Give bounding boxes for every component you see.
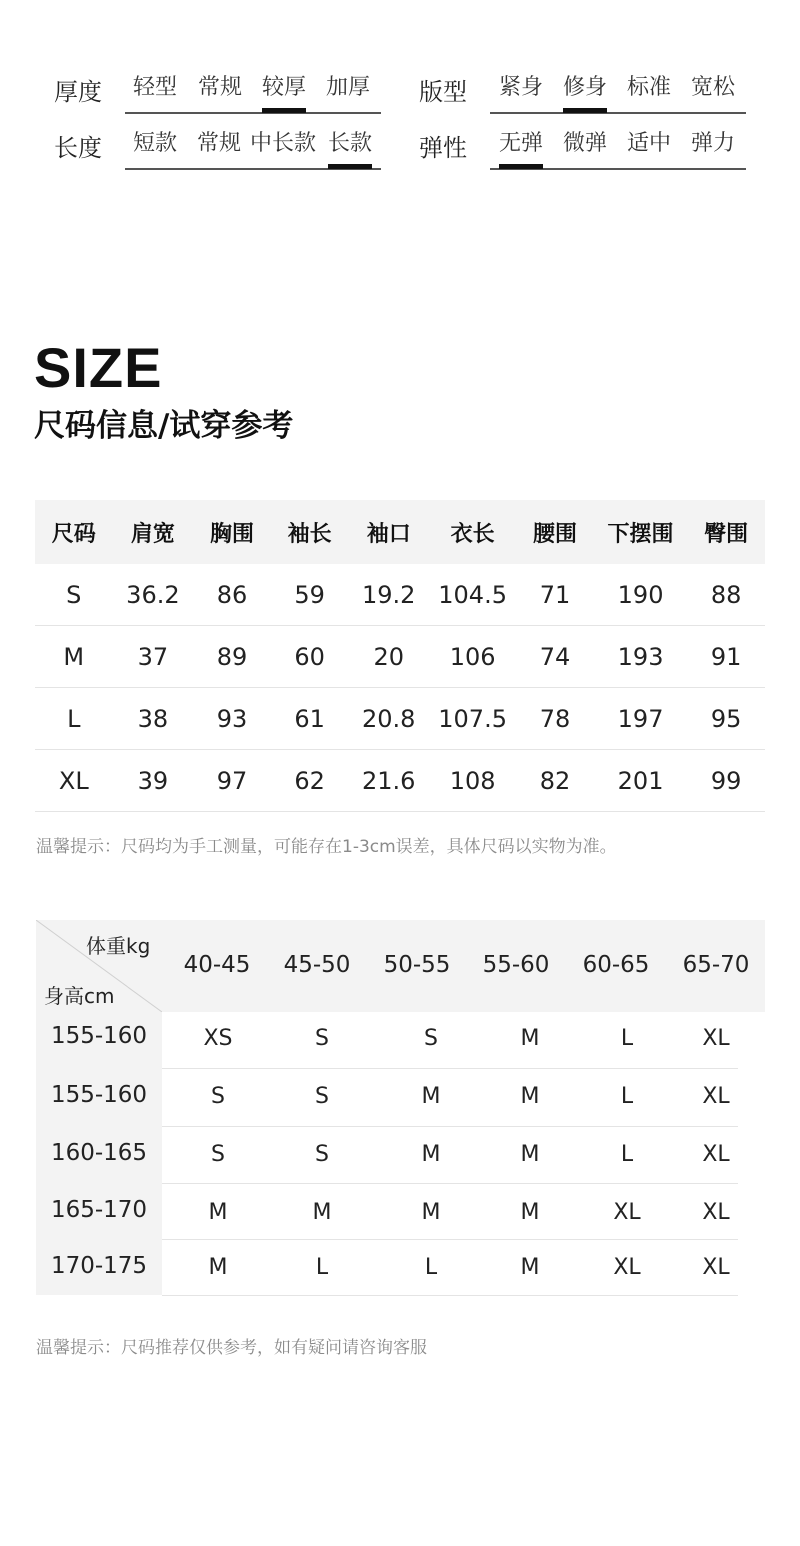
table-cell: 37 [113, 626, 194, 688]
table-cell: 71 [516, 564, 594, 626]
attr-option: 弹力 [691, 131, 736, 156]
attr-option-selected: 修身 [563, 70, 607, 101]
header-cell: 下摆围 [594, 500, 688, 564]
row-divider [162, 1183, 738, 1184]
fit-cell: M [421, 1084, 441, 1109]
table-cell: 89 [193, 626, 271, 688]
size-note: 温馨提示：尺码均为手工测量，可能存在1-3cm误差，具体尺码以实物为准。 [36, 837, 617, 857]
fit-table-corner [36, 920, 162, 1012]
table-cell: 93 [193, 688, 271, 750]
weight-range: 55-60 [482, 952, 550, 978]
fit-cell: M [312, 1200, 332, 1225]
fit-cell: S [315, 1142, 329, 1167]
table-cell: 201 [594, 750, 688, 812]
row-divider [162, 1068, 738, 1069]
table-cell: 60 [271, 626, 349, 688]
fit-cell: L [620, 1142, 634, 1167]
table-row [35, 750, 765, 812]
weight-range: 45-50 [283, 952, 351, 978]
attr-options-thickness [125, 62, 381, 114]
weight-range: 50-55 [383, 952, 451, 978]
size-title: SIZE [34, 336, 163, 399]
fit-cell: XS [203, 1026, 233, 1051]
header-cell: 腰围 [516, 500, 594, 564]
table-cell: 19.2 [348, 564, 429, 626]
table-cell: 62 [271, 750, 349, 812]
table-cell: 95 [687, 688, 765, 750]
attr-option-selected: 无弹 [499, 126, 543, 157]
table-cell: 107.5 [429, 688, 516, 750]
fit-cell: XL [702, 1084, 730, 1109]
size-subtitle: 尺码信息/试穿参考 [34, 408, 294, 444]
table-cell: 38 [113, 688, 194, 750]
row-divider [162, 1126, 738, 1127]
attr-option: 轻型 [133, 75, 178, 100]
table-cell: 99 [687, 750, 765, 812]
attr-options-fit [490, 62, 746, 114]
table-cell: 20.8 [348, 688, 429, 750]
fit-cell: L [620, 1084, 634, 1109]
header-cell: 尺码 [35, 500, 113, 564]
fit-cell: L [620, 1026, 634, 1051]
fit-note: 温馨提示：尺码推荐仅供参考，如有疑问请咨询客服 [36, 1338, 427, 1358]
attr-option-selected: 长款 [328, 126, 372, 157]
fit-cell: XL [613, 1200, 641, 1225]
table-cell: 61 [271, 688, 349, 750]
table-cell: 104.5 [429, 564, 516, 626]
attr-label-length: 长度 [54, 134, 102, 162]
height-range: 155-160 [50, 1082, 148, 1108]
fit-cell: M [520, 1084, 540, 1109]
attr-row-length [0, 118, 800, 168]
attr-option: 微弹 [563, 131, 608, 156]
fit-cell: M [520, 1026, 540, 1051]
fit-cell: M [421, 1200, 441, 1225]
header-cell: 袖长 [271, 500, 349, 564]
table-cell: 97 [193, 750, 271, 812]
table-cell: 74 [516, 626, 594, 688]
attr-option-selected: 较厚 [262, 70, 306, 101]
height-range: 155-160 [50, 1023, 148, 1049]
size-table [35, 500, 765, 812]
weight-axis-label: 体重kg [86, 934, 151, 958]
attr-row-thickness [0, 62, 800, 112]
attr-option: 中长款 [250, 131, 317, 156]
header-cell: 胸围 [193, 500, 271, 564]
weight-range: 65-70 [682, 952, 750, 978]
fit-cell: L [424, 1255, 438, 1280]
table-cell: 20 [348, 626, 429, 688]
height-range: 165-170 [50, 1197, 148, 1223]
attr-option: 适中 [627, 131, 672, 156]
table-cell: 86 [193, 564, 271, 626]
height-range: 160-165 [50, 1140, 148, 1166]
fit-cell: XL [613, 1255, 641, 1280]
fit-cell: M [520, 1200, 540, 1225]
fit-cell: M [208, 1255, 228, 1280]
table-row [35, 688, 765, 750]
table-cell: S [35, 564, 113, 626]
table-cell: 36.2 [113, 564, 194, 626]
size-table-header [35, 500, 765, 564]
table-cell: 59 [271, 564, 349, 626]
table-cell: 106 [429, 626, 516, 688]
table-cell: 190 [594, 564, 688, 626]
row-divider [162, 1295, 738, 1296]
attr-option: 常规 [197, 131, 242, 156]
fit-cell: XL [702, 1255, 730, 1280]
table-cell: XL [35, 750, 113, 812]
table-cell: L [35, 688, 113, 750]
attr-options-elasticity [490, 118, 746, 170]
table-cell: M [35, 626, 113, 688]
fit-cell: S [211, 1142, 225, 1167]
attr-option: 标准 [627, 75, 672, 100]
attr-option: 紧身 [499, 75, 544, 100]
table-cell: 82 [516, 750, 594, 812]
table-cell: 78 [516, 688, 594, 750]
fit-cell: M [421, 1142, 441, 1167]
attr-label-fit: 版型 [419, 78, 467, 106]
attr-label-elasticity: 弹性 [419, 134, 467, 162]
row-divider [162, 1239, 738, 1240]
attr-label-thickness: 厚度 [54, 78, 102, 106]
fit-cell: M [520, 1142, 540, 1167]
header-cell: 袖口 [348, 500, 429, 564]
header-cell: 臀围 [687, 500, 765, 564]
height-axis-label: 身高cm [44, 984, 115, 1008]
attr-option: 加厚 [326, 75, 371, 100]
header-cell: 衣长 [429, 500, 516, 564]
height-range: 170-175 [50, 1253, 148, 1279]
fit-cell: M [208, 1200, 228, 1225]
fit-cell: XL [702, 1026, 730, 1051]
table-row [35, 564, 765, 626]
table-cell: 21.6 [348, 750, 429, 812]
fit-cell: XL [702, 1142, 730, 1167]
table-cell: 91 [687, 626, 765, 688]
fit-cell: L [315, 1255, 329, 1280]
fit-cell: S [315, 1084, 329, 1109]
fit-cell: XL [702, 1200, 730, 1225]
height-column [36, 1012, 162, 1295]
fit-cell: S [424, 1026, 438, 1051]
attr-option: 宽松 [691, 75, 736, 100]
attr-option: 常规 [198, 75, 243, 100]
table-cell: 197 [594, 688, 688, 750]
fit-cell: S [211, 1084, 225, 1109]
weight-range: 60-65 [582, 952, 650, 978]
table-row [35, 626, 765, 688]
table-cell: 193 [594, 626, 688, 688]
fit-cell: M [520, 1255, 540, 1280]
header-cell: 肩宽 [113, 500, 194, 564]
table-cell: 39 [113, 750, 194, 812]
table-cell: 88 [687, 564, 765, 626]
attr-option: 短款 [133, 131, 178, 156]
attr-options-length [125, 118, 381, 170]
table-cell: 108 [429, 750, 516, 812]
weight-range: 40-45 [183, 952, 251, 978]
fit-cell: S [315, 1026, 329, 1051]
